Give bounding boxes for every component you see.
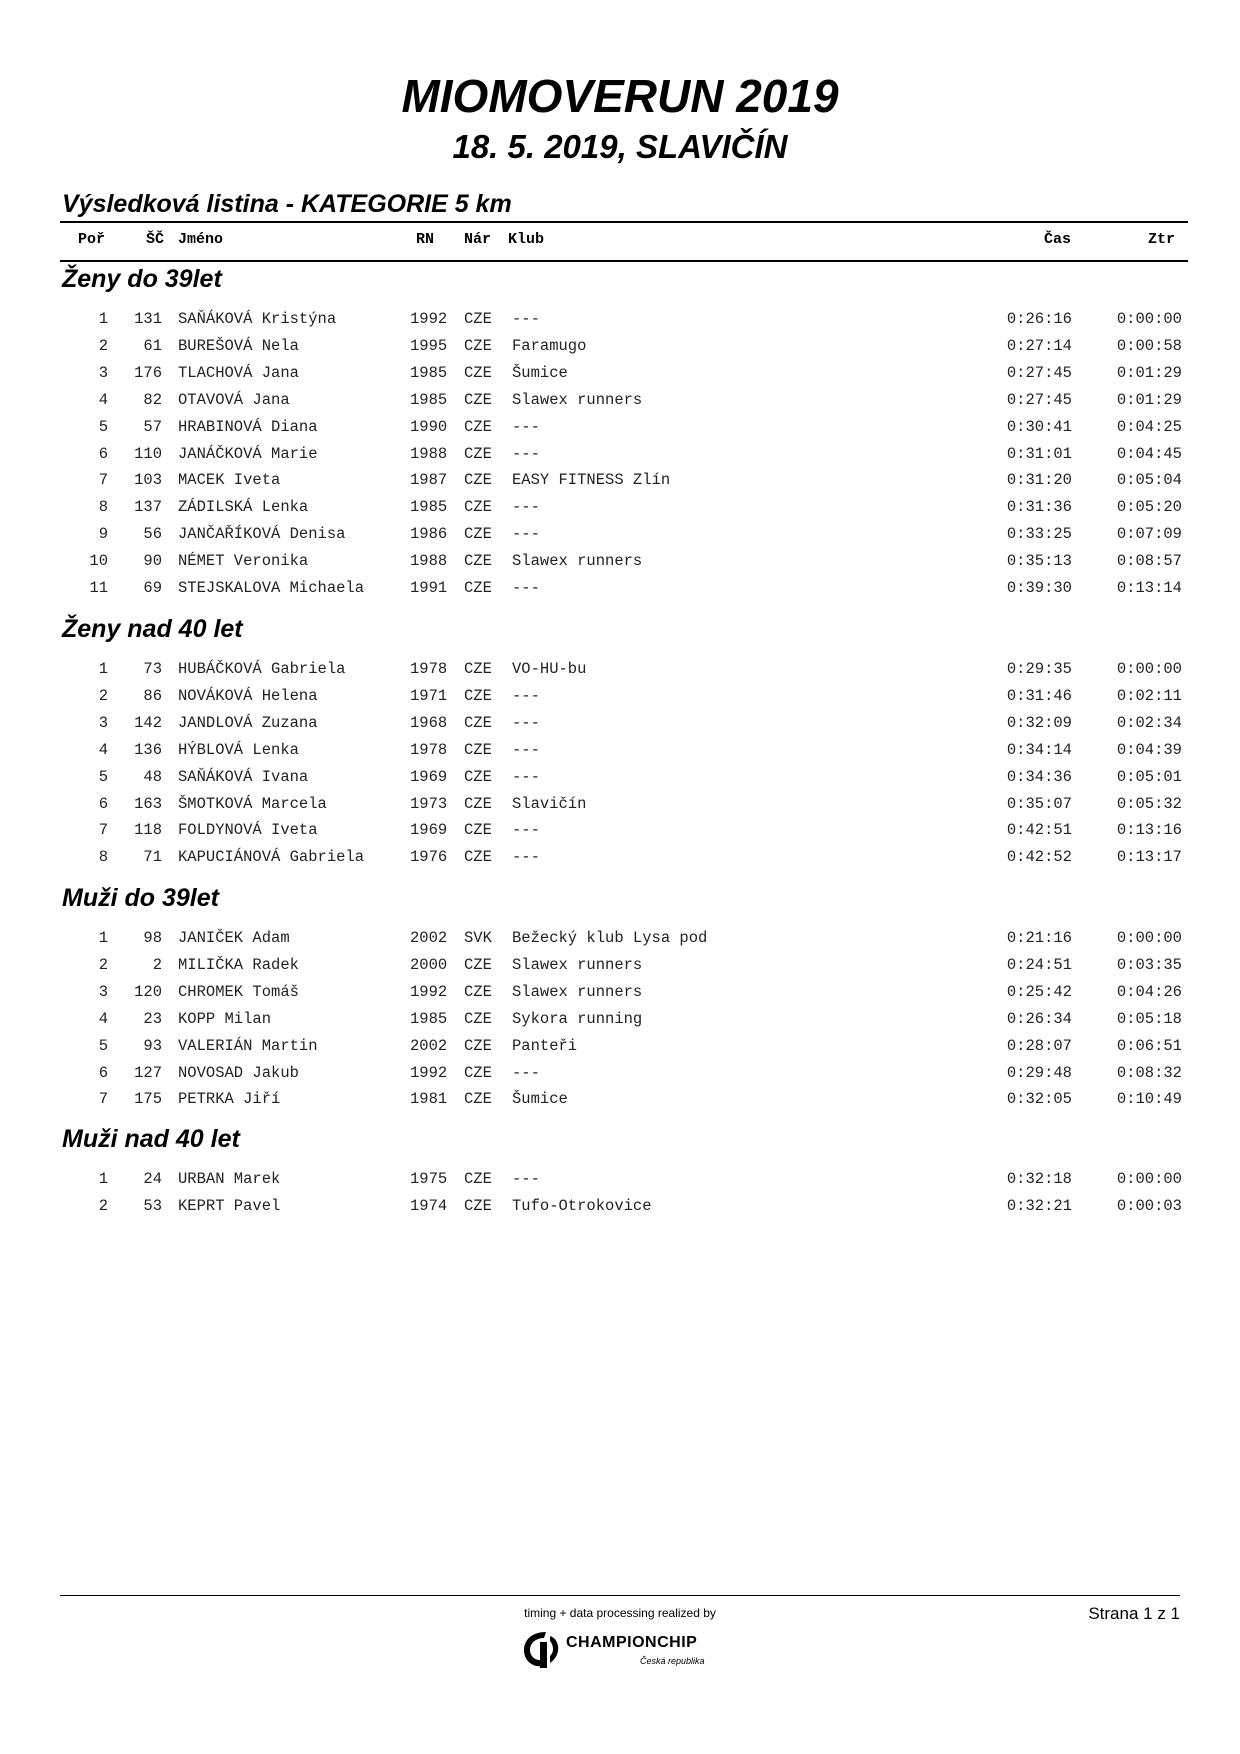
cell-time: 0:31:01: [1006, 444, 1072, 463]
cell-name: VALERIÁN Martin: [178, 1036, 318, 1055]
cell-nat: CZE: [464, 552, 492, 571]
cell-bib: 120: [134, 982, 162, 1001]
cell-year: 1987: [410, 471, 448, 490]
cell-gap: 0:04:25: [1116, 417, 1182, 436]
cell-gap: 0:01:29: [1116, 363, 1182, 382]
cell-name: HUBÁČKOVÁ Gabriela: [178, 660, 346, 678]
cell-gap: 0:04:39: [1116, 740, 1182, 759]
cell-nat: CZE: [464, 713, 492, 732]
cell-bib: 53: [143, 1196, 162, 1215]
cell-year: 2000: [410, 955, 448, 974]
cell-year: 1976: [410, 848, 448, 867]
cell-gap: 0:05:32: [1116, 794, 1182, 813]
cell-club: Tufo-Otrokovice: [512, 1196, 652, 1215]
cell-year: 1988: [410, 552, 448, 571]
cell-nat: CZE: [464, 821, 492, 840]
cell-nat: CZE: [464, 444, 492, 463]
cell-nat: CZE: [464, 525, 492, 544]
cell-name: HRABINOVÁ Diana: [178, 417, 318, 436]
result-row: [0, 950, 1240, 980]
result-row: [0, 1058, 1240, 1088]
cell-club: EASY FITNESS Zlín: [512, 471, 671, 490]
cell-time: 0:42:52: [1006, 848, 1072, 867]
result-row: [0, 358, 1240, 388]
cell-rank: 2: [98, 336, 108, 355]
cell-year: 1978: [410, 660, 448, 678]
cell-gap: 0:00:03: [1116, 1196, 1182, 1215]
col-header-rank: Poř: [78, 231, 106, 248]
cell-nat: CZE: [464, 310, 492, 328]
cell-nat: CZE: [464, 1036, 492, 1055]
cell-club: ---: [512, 417, 540, 436]
cell-club: Sykora running: [512, 1009, 643, 1028]
cell-name: NÉMET Veronika: [178, 552, 309, 571]
cell-time: 0:29:35: [1006, 660, 1072, 678]
cell-bib: 136: [134, 740, 162, 759]
cell-club: VO-HU-bu: [512, 660, 587, 678]
cell-nat: CZE: [464, 982, 492, 1001]
col-header-year: RN: [416, 231, 435, 248]
cell-time: 0:32:18: [1006, 1170, 1072, 1188]
cell-bib: 2: [152, 955, 162, 974]
cell-rank: 1: [98, 929, 108, 947]
cell-time: 0:27:45: [1006, 390, 1072, 409]
cell-name: KOPP Milan: [178, 1009, 272, 1028]
cell-year: 1969: [410, 767, 448, 786]
cell-rank: 4: [98, 1009, 108, 1028]
col-header-name: Jméno: [178, 231, 224, 248]
cell-rank: 6: [98, 794, 108, 813]
cell-club: Slawex runners: [512, 982, 643, 1001]
cell-bib: 61: [143, 336, 162, 355]
result-row: [0, 304, 1240, 334]
cell-gap: 0:07:09: [1116, 525, 1182, 544]
result-row: [0, 1004, 1240, 1034]
result-row: [0, 762, 1240, 792]
cell-time: 0:32:09: [1006, 713, 1072, 732]
cell-year: 1985: [410, 1009, 448, 1028]
cell-name: MILIČKA Radek: [178, 955, 299, 974]
cell-name: OTAVOVÁ Jana: [178, 390, 290, 409]
result-row: [0, 573, 1240, 603]
cell-nat: SVK: [464, 929, 492, 947]
cell-club: ---: [512, 525, 540, 544]
cell-time: 0:21:16: [1006, 929, 1072, 947]
cell-name: ŠMOTKOVÁ Marcela: [178, 794, 327, 813]
cell-year: 1978: [410, 740, 448, 759]
footer-rule: [60, 1595, 1180, 1596]
cell-name: URBAN Marek: [178, 1170, 281, 1188]
cell-time: 0:25:42: [1006, 982, 1072, 1001]
cell-rank: 11: [89, 579, 108, 597]
cell-gap: 0:05:04: [1116, 471, 1182, 490]
cell-club: Šumice: [512, 363, 568, 382]
cell-bib: 110: [134, 444, 162, 463]
cell-name: FOLDYNOVÁ Iveta: [178, 821, 318, 840]
cell-time: 0:26:34: [1006, 1009, 1072, 1028]
cell-time: 0:42:51: [1006, 821, 1072, 840]
cell-bib: 57: [143, 417, 162, 436]
cell-nat: CZE: [464, 794, 492, 813]
cell-time: 0:26:16: [1006, 310, 1072, 328]
cell-name: TLACHOVÁ Jana: [178, 363, 299, 382]
cell-club: ---: [512, 767, 540, 786]
cell-gap: 0:02:11: [1116, 686, 1182, 705]
cell-gap: 0:13:17: [1116, 848, 1182, 867]
cell-rank: 3: [98, 713, 108, 732]
cell-nat: CZE: [464, 767, 492, 786]
result-row: [0, 1164, 1240, 1194]
cell-gap: 0:00:00: [1116, 310, 1182, 328]
result-row: [0, 654, 1240, 684]
cell-time: 0:39:30: [1006, 579, 1072, 597]
category-heading: Ženy nad 40 let: [62, 615, 243, 643]
result-row: [0, 708, 1240, 738]
cell-bib: 98: [143, 929, 162, 947]
cell-nat: CZE: [464, 579, 492, 597]
cell-bib: 71: [143, 848, 162, 867]
cell-time: 0:35:07: [1006, 794, 1072, 813]
cell-gap: 0:00:00: [1116, 1170, 1182, 1188]
result-row: [0, 546, 1240, 576]
cell-rank: 7: [98, 471, 108, 490]
cell-rank: 1: [98, 310, 108, 328]
result-row: [0, 789, 1240, 819]
cell-club: Slawex runners: [512, 955, 643, 974]
cell-year: 1991: [410, 579, 448, 597]
cell-rank: 9: [98, 525, 108, 544]
cell-gap: 0:08:32: [1116, 1063, 1182, 1082]
result-row: [0, 1084, 1240, 1114]
cell-name: JANDLOVÁ Zuzana: [178, 713, 318, 732]
cell-time: 0:35:13: [1006, 552, 1072, 571]
cell-club: ---: [512, 444, 540, 463]
cell-name: PETRKA Jiří: [178, 1090, 281, 1109]
cell-time: 0:27:14: [1006, 336, 1072, 355]
cell-gap: 0:05:20: [1116, 498, 1182, 517]
result-row: [0, 412, 1240, 442]
cell-club: ---: [512, 713, 540, 732]
col-header-gap: Ztr: [1148, 231, 1176, 248]
cell-year: 1968: [410, 713, 448, 732]
cell-rank: 5: [98, 417, 108, 436]
cell-bib: 93: [143, 1036, 162, 1055]
cell-nat: CZE: [464, 1009, 492, 1028]
cell-bib: 176: [134, 363, 162, 382]
championchip-logo: [520, 1628, 730, 1674]
cell-bib: 69: [143, 579, 162, 597]
footer-credit: timing + data processing realized by: [524, 1606, 716, 1620]
cell-time: 0:34:14: [1006, 740, 1072, 759]
result-row: [0, 385, 1240, 415]
result-row: [0, 492, 1240, 522]
cell-club: ---: [512, 310, 540, 328]
results-list-title: Výsledková listina - KATEGORIE 5 km: [62, 190, 512, 218]
cell-name: CHROMEK Tomáš: [178, 982, 299, 1001]
category-heading: Ženy do 39let: [62, 265, 222, 293]
cell-bib: 24: [143, 1170, 162, 1188]
cell-name: JANÁČKOVÁ Marie: [178, 444, 318, 463]
cell-year: 1985: [410, 390, 448, 409]
cell-club: Slavičín: [512, 794, 587, 813]
cell-name: MACEK Iveta: [178, 471, 281, 490]
cell-club: ---: [512, 686, 540, 705]
event-title: MIOMOVERUN 2019: [401, 70, 839, 122]
cell-year: 2002: [410, 929, 448, 947]
cell-year: 1973: [410, 794, 448, 813]
cell-club: Šumice: [512, 1090, 568, 1109]
cell-name: KAPUCIÁNOVÁ Gabriela: [178, 848, 365, 867]
cell-year: 1992: [410, 310, 448, 328]
cell-year: 1985: [410, 363, 448, 382]
cell-year: 1986: [410, 525, 448, 544]
cell-rank: 5: [98, 767, 108, 786]
cell-year: 2002: [410, 1036, 448, 1055]
result-row: [0, 923, 1240, 953]
cell-bib: 48: [143, 767, 162, 786]
cell-name: NOVOSAD Jakub: [178, 1063, 299, 1082]
cell-gap: 0:00:00: [1116, 660, 1182, 678]
cell-year: 1969: [410, 821, 448, 840]
cell-nat: CZE: [464, 336, 492, 355]
cell-club: ---: [512, 498, 540, 517]
cell-bib: 82: [143, 390, 162, 409]
cell-club: ---: [512, 579, 540, 597]
cell-club: ---: [512, 740, 540, 759]
cell-bib: 103: [134, 471, 162, 490]
cell-gap: 0:06:51: [1116, 1036, 1182, 1055]
cell-gap: 0:00:00: [1116, 929, 1182, 947]
cell-bib: 127: [134, 1063, 162, 1082]
cell-bib: 86: [143, 686, 162, 705]
cell-nat: CZE: [464, 740, 492, 759]
cell-rank: 2: [98, 1196, 108, 1215]
cell-rank: 5: [98, 1036, 108, 1055]
result-row: [0, 681, 1240, 711]
cell-name: KEPRT Pavel: [178, 1196, 281, 1215]
cell-club: Bežecký klub Lysa pod: [512, 929, 708, 947]
cell-nat: CZE: [464, 417, 492, 436]
cell-nat: CZE: [464, 955, 492, 974]
cell-time: 0:30:41: [1006, 417, 1072, 436]
cell-year: 1988: [410, 444, 448, 463]
result-row: [0, 439, 1240, 469]
cell-gap: 0:05:01: [1116, 767, 1182, 786]
col-header-nat: Nár: [464, 231, 492, 248]
cell-name: JANČAŘÍKOVÁ Denisa: [178, 525, 346, 544]
cell-bib: 142: [134, 713, 162, 732]
cell-rank: 8: [98, 848, 108, 867]
cell-gap: 0:10:49: [1116, 1090, 1182, 1109]
cell-rank: 6: [98, 1063, 108, 1082]
event-date-location: 18. 5. 2019, SLAVIČÍN: [452, 128, 788, 165]
cell-gap: 0:01:29: [1116, 390, 1182, 409]
cell-time: 0:33:25: [1006, 525, 1072, 544]
result-row: [0, 735, 1240, 765]
page-number: Strana 1 z 1: [1088, 1604, 1180, 1623]
cell-year: 1990: [410, 417, 448, 436]
cell-rank: 3: [98, 363, 108, 382]
cell-name: BUREŠOVÁ Nela: [178, 336, 299, 355]
cell-year: 1995: [410, 336, 448, 355]
cell-gap: 0:13:14: [1116, 579, 1182, 597]
category-heading: Muži do 39let: [62, 884, 219, 912]
cell-nat: CZE: [464, 686, 492, 705]
cell-nat: CZE: [464, 1090, 492, 1109]
cell-club: ---: [512, 821, 540, 840]
cell-rank: 2: [98, 955, 108, 974]
cell-gap: 0:04:45: [1116, 444, 1182, 463]
col-header-time: Čas: [1044, 231, 1072, 248]
cell-club: Slawex runners: [512, 390, 643, 409]
cell-bib: 137: [134, 498, 162, 517]
col-header-club: Klub: [508, 231, 545, 248]
header-bottom-rule: [60, 260, 1188, 262]
cell-rank: 7: [98, 1090, 108, 1109]
cell-nat: CZE: [464, 1170, 492, 1188]
cell-time: 0:24:51: [1006, 955, 1072, 974]
header-top-rule: [60, 221, 1188, 223]
cell-club: Slawex runners: [512, 552, 643, 571]
cell-nat: CZE: [464, 390, 492, 409]
cell-time: 0:28:07: [1006, 1036, 1072, 1055]
cell-name: SAŇÁKOVÁ Kristýna: [178, 310, 337, 328]
cell-bib: 23: [143, 1009, 162, 1028]
cell-nat: CZE: [464, 660, 492, 678]
result-row: [0, 465, 1240, 495]
cell-gap: 0:00:58: [1116, 336, 1182, 355]
logo-subtitle: Česká republika: [640, 1656, 705, 1666]
cell-bib: 90: [143, 552, 162, 571]
championchip-logo-icon: [520, 1628, 562, 1670]
cell-time: 0:32:05: [1006, 1090, 1072, 1109]
cell-year: 1981: [410, 1090, 448, 1109]
result-row: [0, 815, 1240, 845]
cell-rank: 3: [98, 982, 108, 1001]
cell-bib: 56: [143, 525, 162, 544]
cell-name: STEJSKALOVA Michaela: [178, 579, 365, 597]
cell-bib: 73: [143, 660, 162, 678]
cell-gap: 0:04:26: [1116, 982, 1182, 1001]
result-row: [0, 331, 1240, 361]
cell-club: ---: [512, 1170, 540, 1188]
cell-bib: 118: [134, 821, 162, 840]
cell-rank: 2: [98, 686, 108, 705]
cell-nat: CZE: [464, 1063, 492, 1082]
result-row: [0, 842, 1240, 872]
cell-year: 1974: [410, 1196, 448, 1215]
cell-nat: CZE: [464, 498, 492, 517]
cell-time: 0:32:21: [1006, 1196, 1072, 1215]
result-row: [0, 1031, 1240, 1061]
cell-rank: 8: [98, 498, 108, 517]
cell-name: SAŇÁKOVÁ Ivana: [178, 767, 309, 786]
col-header-bib: ŠČ: [146, 231, 165, 248]
cell-name: NOVÁKOVÁ Helena: [178, 686, 318, 705]
cell-bib: 163: [134, 794, 162, 813]
cell-name: JANIČEK Adam: [178, 929, 290, 947]
cell-gap: 0:13:16: [1116, 821, 1182, 840]
cell-time: 0:31:36: [1006, 498, 1072, 517]
result-row: [0, 519, 1240, 549]
cell-rank: 4: [98, 390, 108, 409]
cell-gap: 0:03:35: [1116, 955, 1182, 974]
cell-name: ZÁDILSKÁ Lenka: [178, 498, 309, 517]
cell-year: 1975: [410, 1170, 448, 1188]
cell-nat: CZE: [464, 848, 492, 867]
cell-gap: 0:08:57: [1116, 552, 1182, 571]
cell-bib: 131: [134, 310, 162, 328]
cell-nat: CZE: [464, 471, 492, 490]
logo-wordmark: CHAMPIONCHIP: [566, 1634, 698, 1651]
cell-name: HÝBLOVÁ Lenka: [178, 740, 299, 759]
cell-bib: 175: [134, 1090, 162, 1109]
category-heading: Muži nad 40 let: [62, 1125, 240, 1153]
cell-time: 0:31:46: [1006, 686, 1072, 705]
result-row: [0, 977, 1240, 1007]
cell-gap: 0:02:34: [1116, 713, 1182, 732]
cell-rank: 10: [89, 552, 108, 571]
cell-rank: 1: [98, 660, 108, 678]
cell-year: 1985: [410, 498, 448, 517]
cell-club: ---: [512, 848, 540, 867]
cell-time: 0:31:20: [1006, 471, 1072, 490]
cell-year: 1992: [410, 1063, 448, 1082]
cell-year: 1992: [410, 982, 448, 1001]
cell-gap: 0:05:18: [1116, 1009, 1182, 1028]
cell-club: ---: [512, 1063, 540, 1082]
cell-club: Panteři: [512, 1036, 578, 1055]
cell-nat: CZE: [464, 1196, 492, 1215]
cell-time: 0:29:48: [1006, 1063, 1072, 1082]
result-row: [0, 1191, 1240, 1221]
cell-rank: 1: [98, 1170, 108, 1188]
cell-time: 0:34:36: [1006, 767, 1072, 786]
cell-rank: 7: [98, 821, 108, 840]
cell-rank: 6: [98, 444, 108, 463]
cell-rank: 4: [98, 740, 108, 759]
cell-nat: CZE: [464, 363, 492, 382]
cell-time: 0:27:45: [1006, 363, 1072, 382]
cell-club: Faramugo: [512, 336, 587, 355]
cell-year: 1971: [410, 686, 448, 705]
